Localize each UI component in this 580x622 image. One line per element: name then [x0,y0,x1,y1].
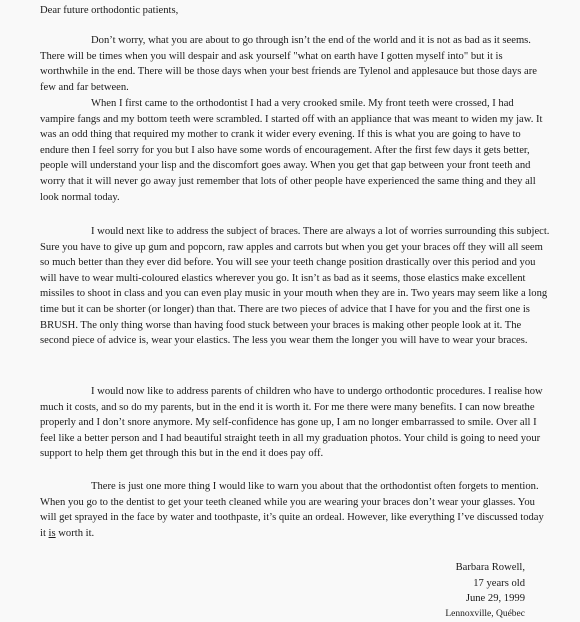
signature-place: Lennoxville, Québec [445,608,525,619]
signature-age: 17 years old [473,577,525,589]
salutation: Dear future orthodontic patients, [40,5,179,16]
closing-tail: worth it. [55,527,95,539]
paragraph-appliance: When I first came to the orthodontist I had a very crooked smile. My front teeth were crossed, I had vampire fangs and my bottom teeth were scrambled. I started off with an appliance that was meant to widen my jaw. It was an odd thing that required my mother to crank it wider every evening. If this is what you are going to have to endure then I feel sorry for you but I also have some words of encouragement. After the first few days it gets better, people will understand your lisp and the discomfort goes away. When you get that gap between your front teeth and worry that it will never go away just remember that lots of other people have experienced the same thing and they all look normal today. [40,98,543,203]
paragraph-reassurance: Don’t worry, what you are about to go through isn’t the end of the world and it is not as bad as it seems. There will be times when you will despair and ask yourself "what on earth have I gotten myself into" but it is worthwhile in the end. There will be those days when your best friends are Tylenol and applesauce but those days are few and far between. [40,35,537,93]
signature-date: June 29, 1999 [465,593,525,605]
signature-block [410,560,525,622]
emphasis-is: is [48,527,56,539]
signature-name: Barbara Rowell, [455,562,525,573]
paragraph-glasses-text: There is just one more thing I would like to warn you about that the orthodontist often forgets to mention. When you go to the dentist to get your teeth cleaned while you are wearing your braces don’t wear your glasses. You will get sprayed in the face by water and toothpaste, it’s quite an ordeal. However, like everything I’ve discussed today it [40,481,544,539]
paragraph-parents: I would now like to address parents of children who have to undergo orthodontic procedures. I realise how much it costs, and so do my parents, but in the end it is worth it. For me there were many benefits. I can now breathe properly and I don’t snore anymore. My self-confidence has gone up, I am no longer embarrassed to smile. Over all I feel like a better person and I had beautiful straight teeth in all my graduation photos. Your child is going to need your support to help them get through this but in the end it does pay off. [40,386,543,460]
paragraph-glasses-warning [40,479,550,541]
paragraph-braces: I would next like to address the subject of braces. There are always a lot of worries surrounding this subject. Sure you have to give up gum and popcorn, raw apples and carrots but when you get your braces off they will all seem so much better than they ever did before. You will see your teeth change position drastically over this period and you will have to wear multi-coloured elastics wherever you go. It isn’t as bad as it seems, those elastics make excellent missiles to shoot in class and you can even play music in your mouth when they are in. Two years may seem like a long time but it can be shorter (or longer) than that. There are two pieces of advice that I have for you and the first one is BRUSH. The only thing worse than having food stuck between your braces is making other people look at it. The second piece of advice is, wear your elastics. The less you wear them the longer you will have to wear your braces. [40,226,550,347]
